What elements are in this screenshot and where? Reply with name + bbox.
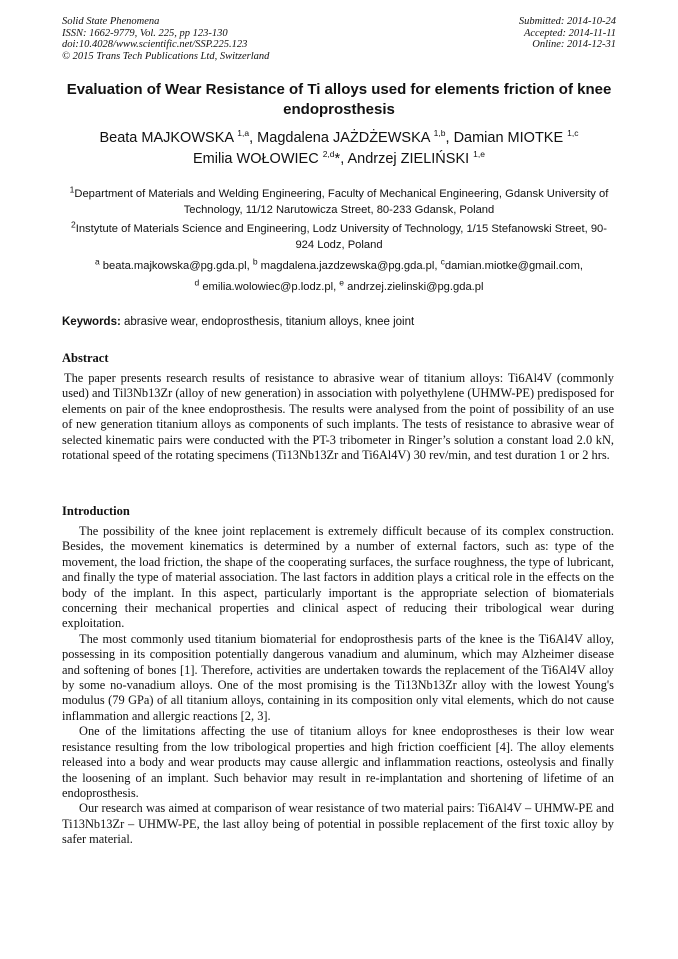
- abstract-heading: Abstract: [62, 351, 109, 365]
- email-marker: e: [339, 277, 345, 288]
- doi-line: doi:10.4028/www.scientific.net/SSP.225.123: [62, 39, 248, 50]
- email-marker: c: [440, 256, 445, 267]
- journal-name: Solid State Phenomena: [62, 16, 160, 27]
- keywords-label: Keywords:: [62, 316, 121, 328]
- author-name: Emilia WOŁOWIEC: [193, 151, 323, 167]
- author-list: Beata MAJKOWSKA $^{1,a}$, Magdalena JAŻDŻEWSKA $^{1,b}$, Damian MIOTKE $^{1,c}$ Emilia WOŁOWIEC $^{2,d}$*, Andrzej ZIELIŃSKI $^{1,e}$: [99, 128, 579, 167]
- keywords: [62, 315, 616, 330]
- abstract-paragraph: The paper presents research results of resistance to abrasive wear of titanium alloys: Ti6Al4V (commonly used) and Til3Nb13Zr (alloy of new generation) in association with polyethylene (UHMW-PE) predisposed for elements on pair of the knee endoprosthesis. The results were analysed from the point of possibility of an use of new generation titanium alloys as components of such implants. The tests of resistance to abrasive wear of selected kinematic pairs were conducted with the PT-3 tribometer in Ringer’s solution a constant load 2.0 kN, rotational speed of the rotating specimens (Ti13Nb13Zr and Ti6Al4V) 30 rev/min, and test duration 1 or 2 hrs.: [62, 371, 614, 463]
- author-name: Magdalena JAŻDŻEWSKA: [257, 130, 434, 146]
- email-address: magdalena.jazdzewska@pg.gda.pl,: [257, 260, 441, 272]
- email-marker: d: [194, 277, 200, 288]
- author-name: Damian MIOTKE: [453, 130, 568, 146]
- introduction-paragraph: The most commonly used titanium biomaterial for endoprosthesis parts of the knee is the Ti6Al4V alloy, possessing in its composition potentially dangerous vanadium and aluminum, which may Alzheimer disease and softening of bones [1]. Therefore, activities are undertaken towards the replacement of the Ti6Al4V alloy by some no-vanadium alloys. One of the most promising is the Ti13Nb13Zr alloy with the lowest Young's modulus (79 GPa) of all titanium alloys, containing in its composition only vital elements, which do not cause inflammation and allergic reactions [2, 3].: [62, 631, 614, 723]
- author-affiliation-marker: 1,e: [473, 149, 485, 160]
- author-affiliation-marker: 1,b: [433, 128, 446, 139]
- abstract-body: [62, 371, 614, 463]
- accepted-date: Accepted: 2014-11-11: [523, 27, 616, 39]
- email-address: andrzej.zielinski@pg.gda.pl: [344, 281, 484, 293]
- email-marker: b: [252, 256, 258, 267]
- affiliation-2: [62, 219, 616, 253]
- introduction-body: [62, 524, 614, 848]
- keywords-text: abrasive wear, endoprosthesis, titanium alloys, knee joint: [120, 316, 415, 328]
- author-affiliation-marker: 1,a: [237, 128, 250, 139]
- affiliation-text: Department of Materials and Welding Engineering, Faculty of Mechanical Engineering, Gdansk University of Technology, 11/12 Narutowicza Street, 80-233 Gdansk, Poland: [74, 188, 609, 216]
- email-marker: a: [94, 256, 100, 267]
- online-date: Online: 2014-12-31: [532, 39, 616, 50]
- email-line-2: [50, 277, 628, 295]
- copyright-line: © 2015 Trans Tech Publications Ltd, Switzerland: [62, 50, 270, 62]
- author-name: Andrzej ZIELIŃSKI: [347, 151, 474, 167]
- paper-title: Evaluation of Wear Resistance of Ti alloys used for elements friction of knee endoprosthesis: [66, 81, 612, 118]
- submitted-date: Submitted: 2014-10-24: [518, 16, 616, 27]
- affiliation-text: Instytute of Materials Science and Engineering, Lodz University of Technology, 1/15 Stefanowski Street, 90-924 Lodz, Poland: [75, 223, 608, 251]
- introduction-heading: Introduction: [62, 504, 130, 518]
- affiliation-1: [62, 184, 616, 218]
- author-affiliation-marker: 1,c: [567, 128, 579, 139]
- introduction-paragraph: The possibility of the knee joint replacement is extremely difficult because of its complex construction. Besides, the movement kinematics is determined by a number of external factors, such as: type of the movement, the load friction, the shape of the cooperating surfaces, the surface roughness, the type of lubricant, and finally the type of material association. The last factors in addition plays a critical role in the effects on the body of the implant. In this aspect, particularly important is the appropriate selection of biomaterials concerning their mechanical properties and clinical aspect of reducing their tribological wear during exploitation.: [62, 524, 614, 631]
- affiliation-marker: 1: [69, 184, 75, 195]
- email-line-1: [50, 256, 628, 274]
- issn-line: ISSN: 1662-9779, Vol. 225, pp 123-130: [62, 27, 228, 39]
- email-address: damian.miotke@gmail.com,: [444, 260, 584, 272]
- email-address: beata.majkowska@pg.gda.pl,: [99, 260, 253, 272]
- email-address: emilia.wolowiec@p.lodz.pl,: [199, 281, 340, 293]
- author-affiliation-marker: 2,d: [322, 149, 335, 160]
- corresponding-author-mark: *: [334, 151, 341, 167]
- journal-header-right: [519, 16, 616, 51]
- affiliation-marker: 2: [70, 219, 76, 230]
- introduction-paragraph: Our research was aimed at comparison of wear resistance of two material pairs: Ti6Al4V – UHMW-PE and Ti13Nb13Zr – UHMW-PE, the last alloy being of potential in possible replacement of the first toxic alloy by safer material.: [62, 801, 614, 847]
- introduction-paragraph: One of the limitations affecting the use of titanium alloys for knee endoprostheses is their low wear resistance resulting from the low tribological properties and high friction coefficient [4]. The alloy elements released into a body and wear products may cause allergic and inflammation reactions, osteolysis and finally the loosening of an implant. Such behavior may result in re-implantation and shortening of lifetime of an endoprosthesis.: [62, 724, 614, 800]
- author-name: Beata MAJKOWSKA: [99, 130, 238, 146]
- journal-header-left: [62, 16, 269, 62]
